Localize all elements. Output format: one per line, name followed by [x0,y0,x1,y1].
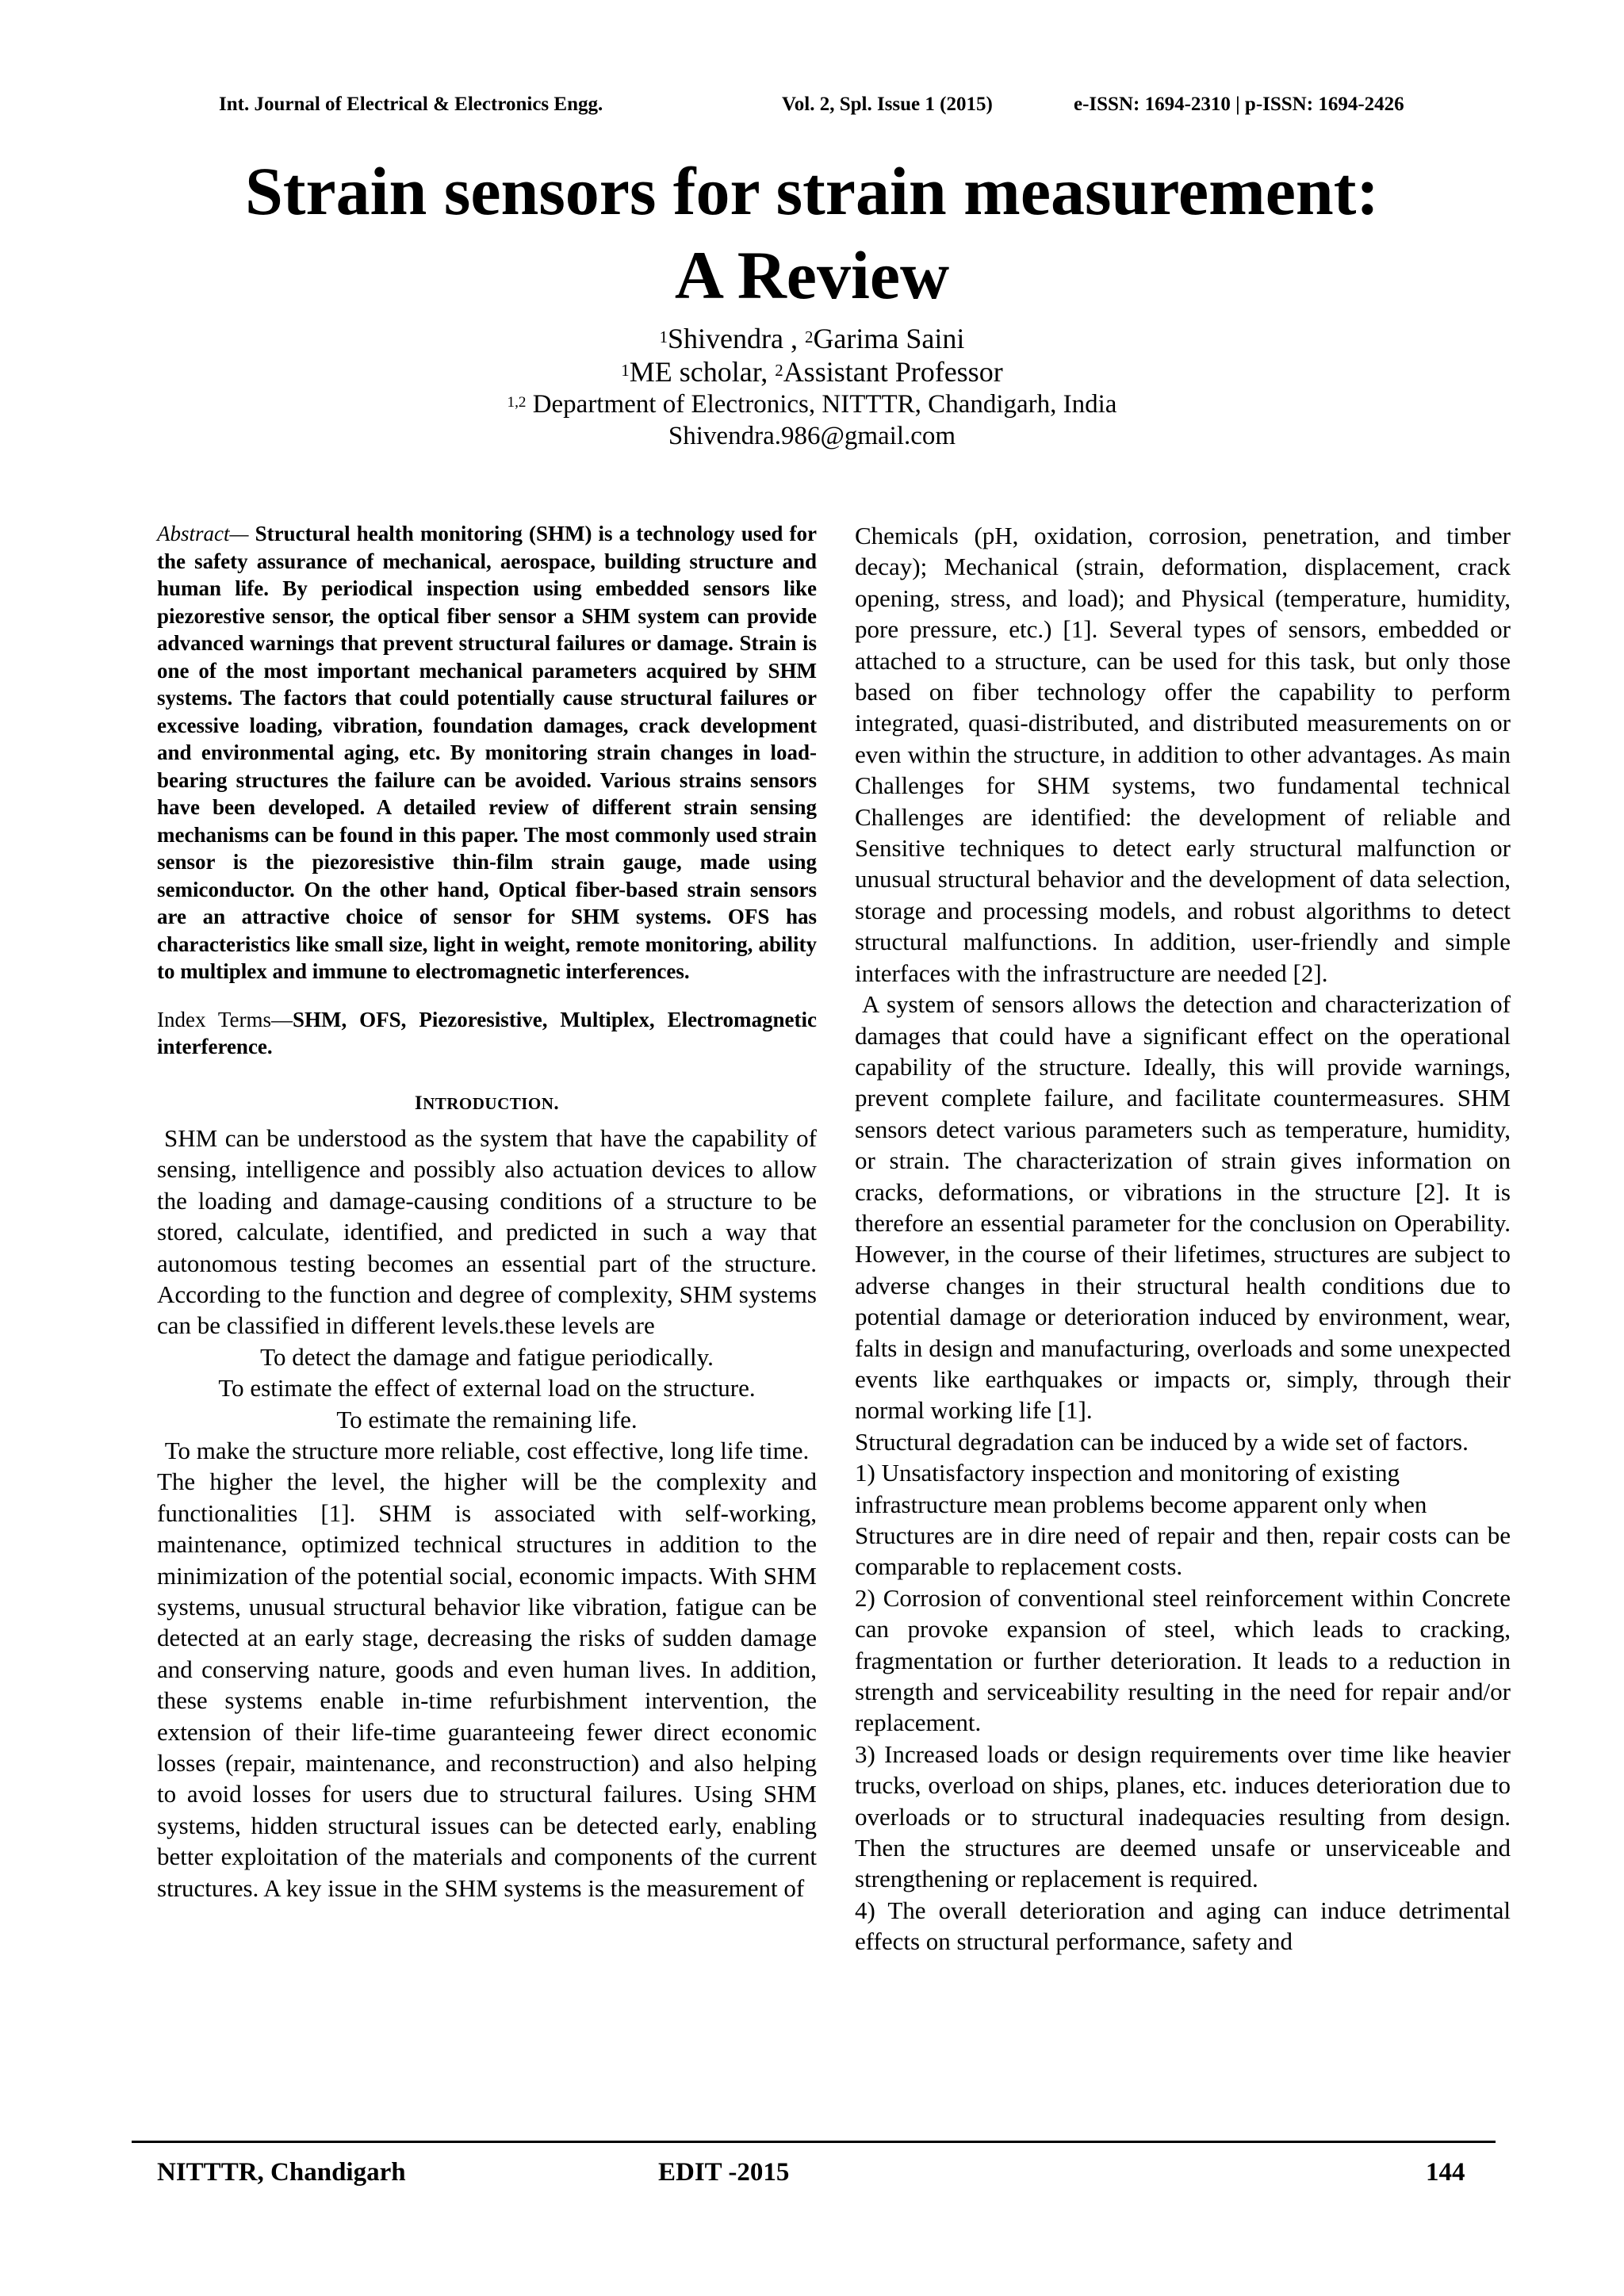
left-column [157,520,817,1904]
intro-paragraph-2: The higher the level, the higher will be the complexity and functionalities [1]. SHM is associated with self-working, maintenance, optimized technical structures in addition to the minimization of the potential social, economic impacts. With SHM systems, unusual structural behavior like vibration, fatigue can be detected at an early stage, decreasing the risks of sudden damage and conserving nature, goods and even human lives. In addition, these systems enable in-time refurbishment intervention, the extension of their life-time guaranteeing fewer direct economic losses (repair, maintenance, and reconstruction) and also helping to avoid losses for users due to structural failures. Using SHM systems, hidden structural issues can be detected early, enabling better exploitation of the materials and components of the current structures. A key issue in the SHM systems is the measurement of [157,1468,817,1902]
abstract [157,520,817,985]
abstract-label: Abstract— [157,522,249,545]
shm-levels-list [157,1341,817,1467]
journal-issn: e-ISSN: 1694-2310 | p-ISSN: 1694-2426 [1074,94,1404,115]
index-terms [157,1006,817,1061]
author-block [0,322,1624,452]
author-names: $^1$Shivendra , $^2$Garima Saini [659,323,965,354]
degradation-item-1a: 1) Unsatisfactory inspection and monitoring of existing infrastructure mean problems become apparent only when [855,1459,1427,1518]
right-column [855,520,1511,1957]
degradation-item-3: 3) Increased loads or design requirements over time like heavier trucks, overload on ships, planes, etc. induces deterioration due to overloads or to structural inadequacies resulting from design. Then the structures are deemed unsafe or unserviceable and strengthening or replacement is required. [855,1739,1511,1893]
author-email: Shivendra.986@gmail.com [668,422,956,450]
page-number: 144 [1426,2158,1465,2187]
index-terms-label: Index Terms— [157,1007,293,1031]
title-line-2: A Review [674,237,950,313]
degradation-item-1b: Structures are in dire need of repair and then, repair costs can be comparable to replacement costs. [855,1521,1511,1581]
list-item: To detect the damage and fatigue periodically. [260,1342,714,1371]
intro-paragraph-1: SHM can be understood as the system that have the capability of sensing, intelligence and possibly also actuation devices to allow the loading and damage-causing conditions of a structure to be stored, calculate, identified, and predicted in such a way that autonomous testing becomes an essential part of the structure. According to the function and degree of complexity, SHM systems can be classified in different levels.these levels are [157,1123,817,1340]
list-item: To make the structure more reliable, cost effective, long life time. [164,1436,810,1464]
title-line-1: Strain sensors for strain measurement: [244,153,1379,229]
journal-name: Int. Journal of Electrical & Electronics Engg. [219,94,603,115]
section-heading-introduction: INTRODUCTION. [414,1092,560,1114]
degradation-item-4: 4) The overall deterioration and aging can induce detrimental effects on structural performance, safety and [855,1896,1511,1956]
right-paragraph-2: A system of sensors allows the detection and characterization of damages that could have a significant effect on the operational capability of the structure. Ideally, this will provide warnings, prevent complete failure, and facilitate countermeasures. SHM sensors detect various parameters such as temperature, humidity, or strain. The characterization of strain gives information on cracks, deformations, or vibrations in the structure [2]. It is therefore an essential parameter for the conclusion on Operability. However, in the course of their lifetimes, structures are subject to adverse changes in their structural health conditions due to potential damage or deterioration induced by environment, wear, falts in design and manufacturing, overloads and some unexpected events like earthquakes or impacts or, simply, through their normal working life [1]. [855,990,1511,1425]
list-item: To estimate the remaining life. [336,1405,638,1433]
journal-volume: Vol. 2, Spl. Issue 1 (2015) [782,94,993,115]
abstract-text: Structural health monitoring (SHM) is a technology used for the safety assurance of mechanical, aerospace, building structure and human life. By periodical inspection using embedded sensors like piezorestive sensor, the optical fiber sensor a SHM system can provide advanced warnings that prevent structural failures or damage. Strain is one of the most important mechanical parameters acquired by SHM systems. The factors that could potentially cause structural failures or excessive loading, vibration, foundation damages, crack development and environmental aging, etc. By monitoring strain changes in load-bearing structures the failure can be avoided. Various strains sensors have been developed. A detailed review of different strain sensing mechanisms can be found in this paper. The most commonly used strain sensor is the piezoresistive thin-film strain gauge, made using semiconductor. On the other hand, Optical fiber-based strain sensors are an attractive choice of sensor for SHM systems. OFS has characteristics like small size, light in weight, remote monitoring, ability to multiplex and immune to electromagnetic interferences. [157,522,817,983]
footer-institution: NITTTR, Chandigarh [157,2158,406,2187]
index-terms-list: SHM, OFS, Piezoresistive, Multiplex, Electromagnetic interference. [157,1007,817,1058]
right-paragraph-3: Structural degradation can be induced by a wide set of factors. [855,1427,1469,1456]
list-item: To estimate the effect of external load on the structure. [218,1374,756,1402]
author-affiliation: $^{1,2}$ Department of Electronics, NITTTR, Chandigarh, India [507,390,1117,419]
footer-edition: EDIT -2015 [658,2158,790,2187]
degradation-item-2: 2) Corrosion of conventional steel reinforcement within Concrete can provoke expansion of steel, which leads to cracking, fragmentation or further deterioration. It leads to a reduction in strength and serviceability resulting in the need for repair and/or replacement. [855,1583,1511,1737]
author-roles: $^1$ME scholar, $^2$Assistant Professor [621,356,1003,388]
footer-divider [132,2141,1496,2143]
paper-title [0,149,1624,317]
right-paragraph-1: Chemicals (pH, oxidation, corrosion, penetration, and timber decay); Mechanical (strain, deformation, displacement, crack opening, stress, and load); and Physical (temperature, humidity, pore pressure, etc.) [1]. Several types of sensors, embedded or attached to a structure, can be used for this task, but only those based on fiber technology offer the capability to perform integrated, quasi-distributed, and distributed measurements on or even within the structure, in addition to other advantages. As main Challenges for SHM systems, two fundamental technical Challenges are identified: the development of reliable and Sensitive techniques to detect early structural malfunction or unusual structural behavior and the development of data selection, storage and processing models, and robust algorithms to detect structural malfunctions. In addition, user-friendly and simple interfaces with the infrastructure are needed [2]. [855,522,1511,987]
